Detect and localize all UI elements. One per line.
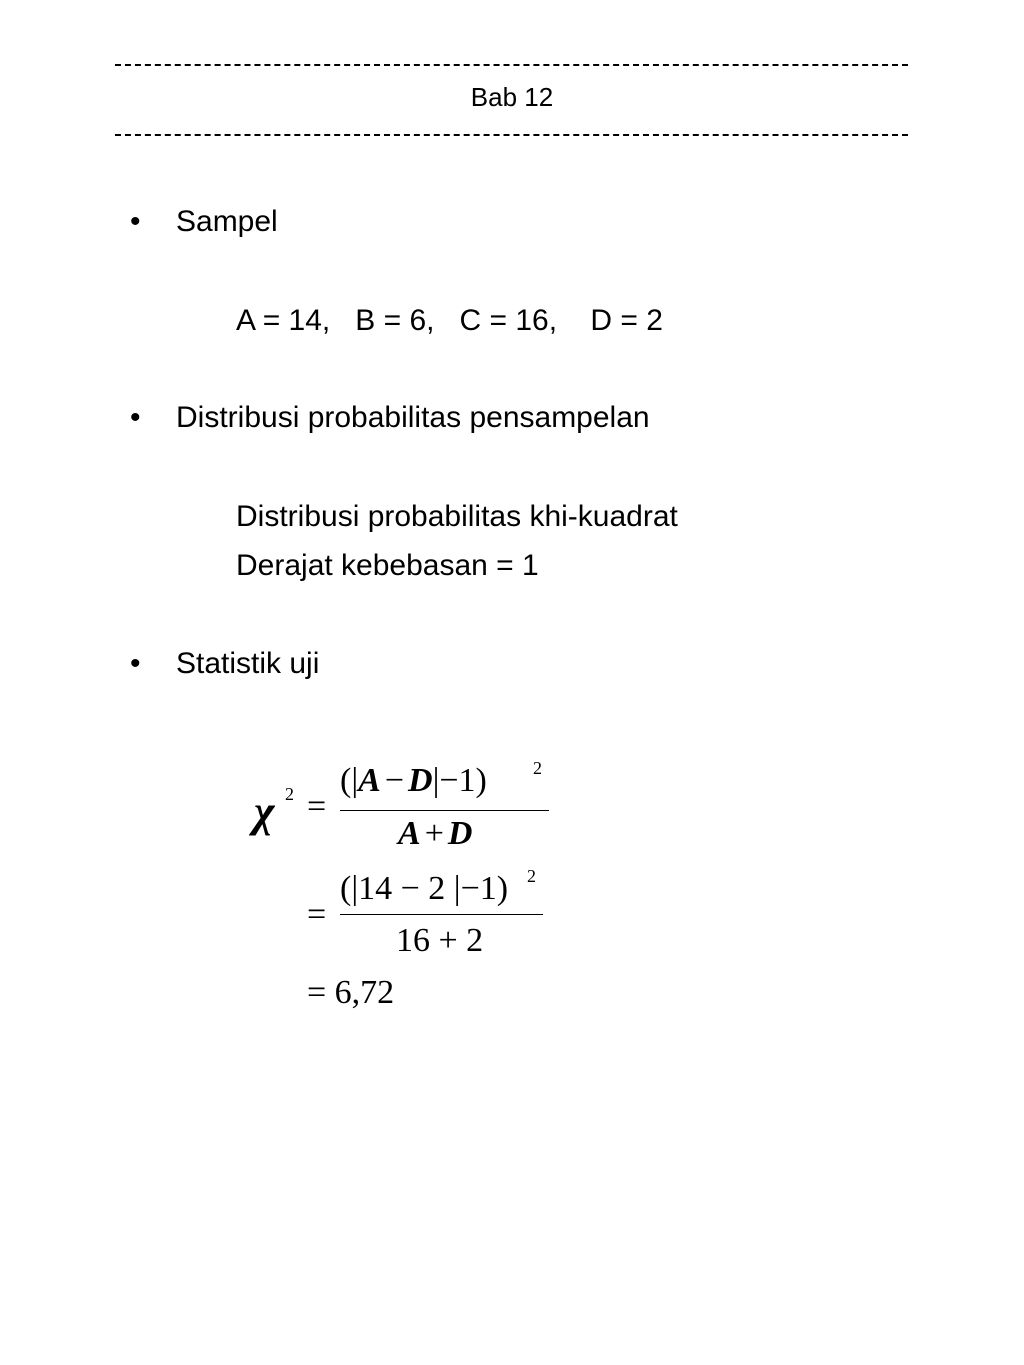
chi-exponent: 2: [285, 784, 294, 804]
equals-sign-2: =: [307, 896, 327, 933]
bullet-dot-icon: •: [130, 647, 141, 680]
step1-numerator: (|A − D|−1): [340, 762, 487, 799]
step1-exponent: 2: [533, 758, 542, 778]
degrees-of-freedom: Derajat kebebasan = 1: [236, 549, 539, 582]
step1-denominator: A + D: [398, 815, 473, 852]
formula-result: = 6,72: [307, 974, 395, 1011]
bullet-label: Statistik uji: [176, 647, 320, 680]
bullet-item-test-statistic: [130, 646, 319, 682]
bullet-label: Sampel: [176, 205, 278, 238]
equals-sign-1: =: [307, 788, 327, 825]
distribution-type: Distribusi probabilitas khi-kuadrat: [236, 500, 678, 533]
bullet-dot-icon: •: [130, 205, 141, 238]
step1-fraction-bar: [340, 810, 549, 811]
chapter-title: Bab 12: [470, 82, 554, 112]
step2-denominator: 16 + 2: [396, 922, 484, 959]
sample-values: A = 14, B = 6, C = 16, D = 2: [236, 304, 663, 337]
step2-numerator: (|14 − 2 |−1): [340, 870, 509, 907]
bullet-dot-icon: •: [130, 401, 141, 434]
header-divider-bottom: [115, 134, 908, 136]
step2-fraction-bar: [340, 914, 543, 915]
header-divider-top: [115, 64, 908, 66]
chi-symbol: χ: [254, 787, 275, 836]
step2-exponent: 2: [527, 866, 536, 886]
bullet-label: Distribusi probabilitas pensampelan: [176, 401, 650, 434]
bullet-item-distribution: [130, 400, 650, 436]
bullet-item-sampel: [130, 204, 278, 240]
